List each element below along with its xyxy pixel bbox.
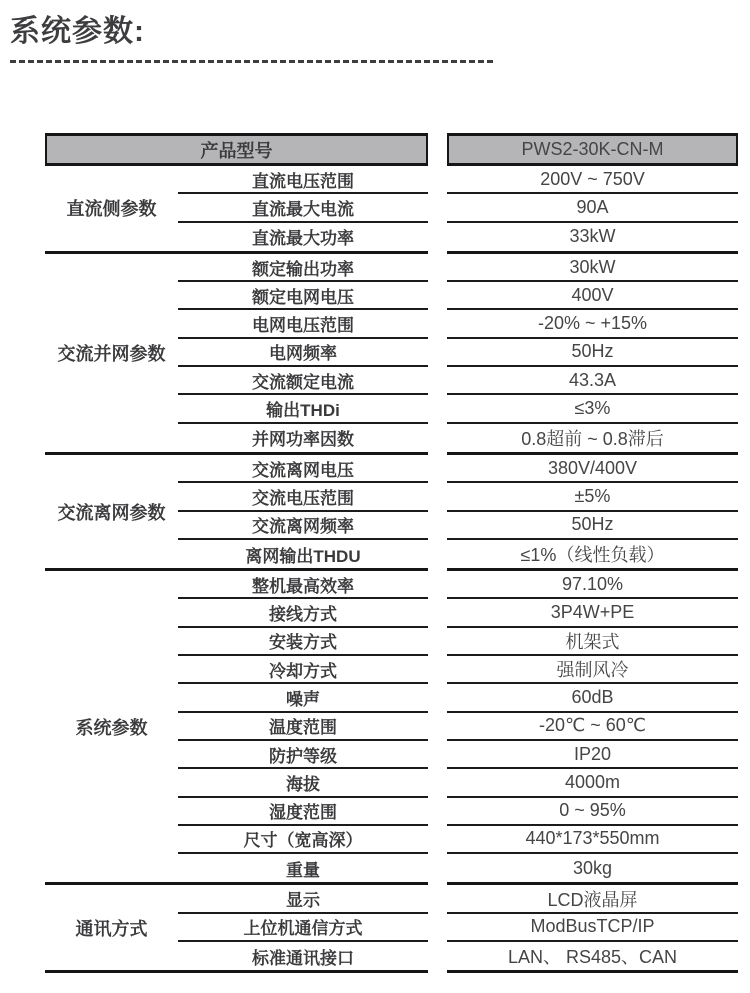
dashed-divider: [10, 60, 493, 63]
table-body: [45, 166, 738, 973]
param-name-cell: 海拔: [178, 769, 428, 797]
param-value-cell: 43.3A: [447, 367, 738, 395]
param-value-cell: 90A: [447, 194, 738, 222]
group-left-block: [45, 254, 428, 455]
param-value-cell: ModBusTCP/IP: [447, 914, 738, 942]
param-name-cell: 电网频率: [178, 339, 428, 367]
param-value-cell: 0.8超前 ~ 0.8滞后: [521, 428, 664, 449]
param-name-cell: 显示: [178, 885, 428, 913]
param-value-cell: 强制风冷: [447, 656, 738, 684]
group-label: 交流离网参数: [57, 502, 166, 523]
table-group-0: [45, 166, 738, 254]
header-cell-product-model-value: PWS2-30K-CN-M: [447, 133, 738, 166]
param-name-cell: 交流额定电流: [178, 367, 428, 395]
param-name-cell: 交流离网频率: [178, 512, 428, 540]
table-group-3: [45, 571, 738, 885]
param-value-cell: 97.10%: [447, 571, 738, 599]
column-gap: [428, 166, 447, 254]
param-value-cell: 50Hz: [447, 512, 738, 540]
param-name-cell: 接线方式: [178, 599, 428, 627]
value-column: [447, 254, 738, 455]
param-column: [178, 254, 428, 452]
param-value-cell: 3P4W+PE: [447, 599, 738, 627]
param-value-cell: ±5%: [447, 483, 738, 511]
column-gap: [428, 455, 447, 571]
param-value-cell: 30kW: [447, 254, 738, 282]
param-name-cell: 湿度范围: [178, 798, 428, 826]
value-column: [447, 571, 738, 885]
param-value-cell: 50Hz: [447, 339, 738, 367]
param-name-cell: 直流最大功率: [252, 229, 354, 249]
param-value-cell: 200V ~ 750V: [447, 166, 738, 194]
param-value-cell: 60dB: [447, 684, 738, 712]
table-group-1: [45, 254, 738, 455]
param-name-cell: 安装方式: [178, 628, 428, 656]
param-name-cell: 防护等级: [178, 741, 428, 769]
param-column: [178, 166, 428, 251]
value-column: [447, 455, 738, 571]
spec-table: [45, 133, 738, 973]
param-value-cell: LCD液晶屏: [447, 885, 738, 913]
param-column: [178, 455, 428, 568]
param-name-cell: 额定输出功率: [178, 254, 428, 282]
param-value-cell: 30kg: [572, 857, 613, 878]
param-name-cell: 尺寸（宽高深）: [178, 826, 428, 854]
param-name-cell: 重量: [286, 860, 320, 880]
param-name-cell: 离网输出THDU: [245, 546, 361, 566]
param-name-cell: 额定电网电压: [178, 282, 428, 310]
value-column: [447, 166, 738, 254]
param-name-cell: 交流离网电压: [178, 455, 428, 483]
param-name-cell: 上位机通信方式: [178, 914, 428, 942]
param-value-cell: ≤3%: [447, 395, 738, 423]
group-left-block: [45, 166, 428, 254]
param-name-cell: 标准通讯接口: [252, 948, 354, 968]
page-title: 系统参数:: [10, 15, 145, 48]
table-group-2: [45, 455, 738, 571]
param-value-cell: 机架式: [447, 628, 738, 656]
param-name-cell: 冷却方式: [178, 656, 428, 684]
param-name-cell: 直流最大电流: [178, 194, 428, 222]
param-name-cell: 并网功率因数: [252, 430, 354, 450]
column-gap: [428, 885, 447, 973]
param-value-cell: 4000m: [447, 769, 738, 797]
table-header-row: [45, 133, 738, 166]
group-left-block: [45, 885, 428, 973]
param-name-cell: 整机最高效率: [178, 571, 428, 599]
param-value-cell: -20℃ ~ 60℃: [447, 713, 738, 741]
column-gap: [428, 571, 447, 885]
param-name-cell: 输出THDi: [178, 395, 428, 423]
param-value-cell: ≤1%（线性负载）: [520, 545, 665, 565]
param-name-cell: 直流电压范围: [178, 166, 428, 194]
group-label: 通讯方式: [75, 918, 148, 939]
column-gap: [428, 254, 447, 455]
group-left-block: [45, 571, 428, 885]
group-label: 系统参数: [75, 717, 148, 738]
param-value-cell: 33kW: [569, 226, 616, 247]
param-name-cell: 噪声: [178, 684, 428, 712]
header-cell-product-model-label: 产品型号: [45, 133, 428, 166]
group-label: 交流并网参数: [57, 343, 166, 364]
param-value-cell: 440*173*550mm: [447, 826, 738, 854]
param-value-cell: 400V: [447, 282, 738, 310]
param-value-cell: LAN、 RS485、CAN: [507, 947, 678, 968]
param-column: [178, 885, 428, 970]
param-name-cell: 电网电压范围: [178, 310, 428, 338]
param-name-cell: 交流电压范围: [178, 483, 428, 511]
column-gap: [428, 133, 447, 166]
param-name-cell: 温度范围: [178, 713, 428, 741]
param-value-cell: 0 ~ 95%: [447, 798, 738, 826]
param-value-cell: -20% ~ +15%: [447, 310, 738, 338]
param-column: [178, 571, 428, 882]
group-left-block: [45, 455, 428, 571]
value-column: [447, 885, 738, 973]
table-group-4: [45, 885, 738, 973]
param-value-cell: 380V/400V: [447, 455, 738, 483]
group-label: 直流侧参数: [66, 199, 157, 220]
param-value-cell: IP20: [447, 741, 738, 769]
